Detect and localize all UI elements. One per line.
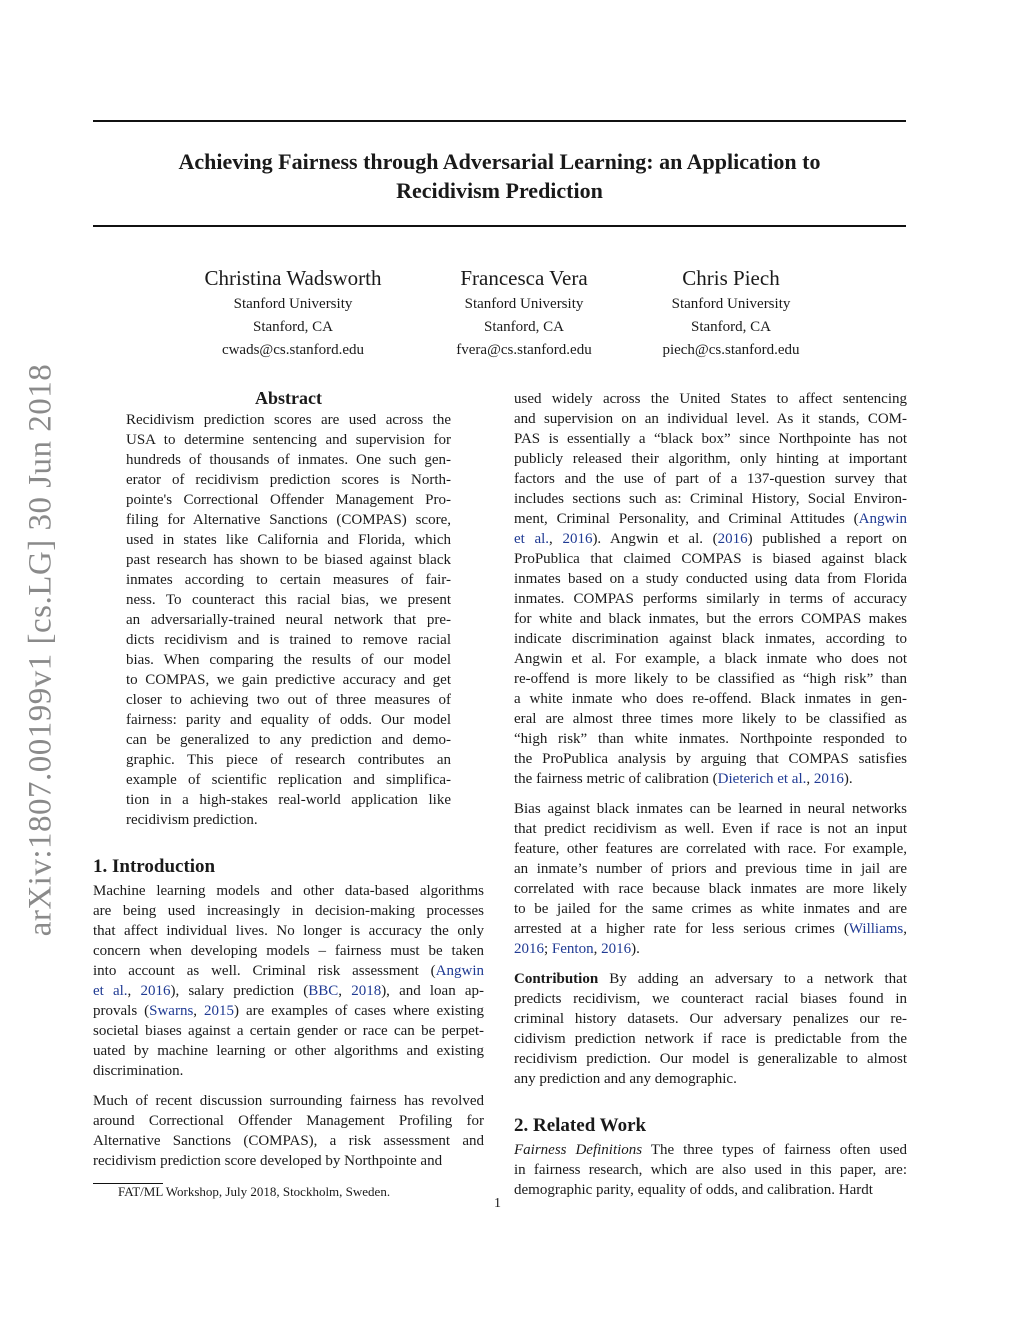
text-run: Machine learning models and other data-based algorithms: [93, 883, 484, 899]
text-line: Recidivism prediction scores are used across the: [126, 412, 451, 428]
text-line: [514, 1009, 907, 1029]
text-run: ) published a report on: [747, 531, 907, 547]
text-run: discrimination.: [93, 1063, 184, 1079]
text-line: [93, 901, 484, 921]
citation-link[interactable]: et al.: [93, 983, 128, 999]
citation-link[interactable]: Angwin: [435, 963, 484, 979]
text-line: ness. To counteract this racial bias, we present: [126, 592, 451, 608]
citation-link[interactable]: 2016: [514, 941, 544, 957]
author-affiliation: Stanford University: [233, 296, 353, 312]
text-line: [514, 1069, 907, 1089]
text-run: that affect individual lives. No longer is accuracy the only: [93, 923, 484, 939]
text-run: ).: [843, 771, 853, 787]
text-line: [514, 609, 907, 629]
text-run: ).: [631, 941, 640, 957]
author-affiliation: Stanford University: [671, 296, 791, 312]
text-line: closer to achieving two out of three measures of: [126, 692, 451, 708]
text-line: graphic. This piece of research contributes an: [126, 752, 451, 768]
text-line: bias. When comparing the results of our model: [126, 652, 451, 668]
citation-link[interactable]: Swarns: [149, 1003, 194, 1019]
text-line: fairness: parity and equality of odds. Our model: [126, 712, 451, 728]
text-line: filing for Alternative Sanctions (COMPAS) score,: [126, 512, 451, 528]
text-line: to COMPAS, we gain predictive accuracy and get: [126, 672, 451, 688]
right-column-paragraph-1: [514, 389, 907, 789]
author-name: Christina Wadsworth: [204, 266, 382, 290]
text-run: PAS is essentially a “black box” since Northpointe has not: [514, 431, 907, 447]
related-work-heading: 2. Related Work: [514, 1115, 647, 1136]
text-run: “high risk” than white inmates. Northpointe responded to: [514, 731, 907, 747]
text-line: [514, 449, 907, 469]
text-run: Angwin et al. For example, a black inmate who does not: [514, 651, 907, 667]
text-run: publicly released their algorithm, only hinting at important: [514, 451, 907, 467]
text-line: [514, 509, 907, 529]
text-run: recidivism prediction score developed by Northpointe and: [93, 1153, 443, 1169]
text-run: Bias against black inmates can be learned in neural networks: [514, 801, 907, 817]
citation-link[interactable]: 2016: [140, 983, 171, 999]
text-run: criminal history datasets. Our adversary penalizes our re-: [514, 1011, 907, 1027]
text-line: [93, 1111, 484, 1131]
citation-link[interactable]: 2016: [601, 941, 632, 957]
citation-link[interactable]: et al.: [514, 531, 550, 547]
text-run: inmates based on a study conducted using data from Florida: [514, 571, 907, 587]
text-line: inmates according to certain measures of fair-: [126, 572, 451, 588]
introduction-heading: 1. Introduction: [93, 856, 216, 877]
text-line: pointe's Correctional Offender Management Pro-: [126, 492, 451, 508]
text-run: ,: [193, 1003, 205, 1019]
text-line: erator of recidivism prediction scores is North-: [126, 472, 451, 488]
text-run: ,: [806, 771, 814, 787]
text-run: for white and black inmates, but the errors COMPAS makes: [514, 611, 907, 627]
text-line: [514, 939, 907, 959]
text-line: USA to determine sentencing and supervision for: [126, 432, 451, 448]
arxiv-identifier-stamp: arXiv:1807.00199v1 [cs.LG] 30 Jun 2018: [22, 363, 59, 937]
citation-link[interactable]: Angwin: [858, 511, 907, 527]
text-run: societal biases against a certain gender or race can be perpet-: [93, 1023, 484, 1039]
text-run: arrested at a higher rate for less serious crimes (: [514, 921, 849, 937]
text-run: demographic parity, equality of odds, and calibration. Hardt: [514, 1182, 873, 1198]
text-line: [514, 709, 907, 729]
title-bottom-rule: [93, 225, 906, 227]
right-column-paragraph-2: [514, 799, 907, 959]
text-line: used in states like California and Florida, which: [126, 532, 451, 548]
text-line: [93, 1061, 484, 1081]
text-run: ), salary prediction (: [170, 983, 309, 999]
text-line: [514, 879, 907, 899]
citation-link[interactable]: Williams: [848, 921, 904, 937]
text-run: Much of recent discussion surrounding fairness has revolved: [93, 1093, 484, 1109]
text-run: ;: [544, 941, 552, 957]
text-run: inmates. COMPAS performs similarly in terms of accuracy: [514, 591, 907, 607]
citation-link[interactable]: 2016: [717, 531, 748, 547]
text-line: [514, 549, 907, 569]
text-line: [93, 1001, 484, 1021]
text-line: [514, 1049, 907, 1069]
text-run: predicts recidivism, we counteract racial biases found in: [514, 991, 907, 1007]
paper-title-line-1: Achieving Fairness through Adversarial Learning: an Application to: [178, 149, 821, 174]
text-line: [514, 429, 907, 449]
text-run: ). Angwin et al. (: [592, 531, 718, 547]
author-block-3: [641, 265, 821, 362]
text-line: [514, 1140, 907, 1160]
author-name: Francesca Vera: [460, 266, 588, 290]
text-line: recidivism prediction.: [126, 812, 258, 828]
text-run: includes sections such as: Criminal History, Social Environ-: [514, 491, 907, 507]
text-run: around Correctional Offender Management Profiling for: [93, 1113, 484, 1129]
paper-title: [93, 147, 906, 205]
author-location: Stanford, CA: [253, 319, 333, 335]
text-line: can be generalized to any prediction and demo-: [126, 732, 451, 748]
text-line: [514, 919, 907, 939]
text-run: ), and loan ap-: [381, 983, 485, 999]
text-line: [514, 859, 907, 879]
text-run: uated by machine learning or other algorithms and existing: [93, 1043, 484, 1059]
text-run: concern when developing models – fairness must be taken: [93, 943, 484, 959]
text-line: [93, 1041, 484, 1061]
text-line: [93, 1021, 484, 1041]
introduction-paragraph-2: [93, 1091, 484, 1171]
text-run: feature, other features are correlated with race. For example,: [514, 841, 907, 857]
text-run: the ProPublica analysis by arguing that COMPAS satisfies: [514, 751, 907, 767]
text-line: tion in a high-stakes real-world application like: [126, 792, 451, 808]
text-run: ment, Criminal Personality, and Criminal Attitudes (: [514, 511, 859, 527]
text-run: factors and the use of part of a 137-question survey that: [514, 471, 907, 487]
text-line: example of scientific replication and simplifica-: [126, 772, 451, 788]
text-line: [514, 729, 907, 749]
introduction-paragraph-1: [93, 881, 484, 1081]
text-line: hundreds of thousands of inmates. One such gen-: [126, 452, 451, 468]
text-line: [514, 629, 907, 649]
citation-link[interactable]: 2015: [204, 1003, 235, 1019]
text-run: an inmate’s number of priors and previous time in jail are: [514, 861, 907, 877]
text-line: [514, 689, 907, 709]
page-number: 1: [494, 1196, 501, 1211]
text-line: [93, 981, 484, 1001]
text-line: [514, 799, 907, 819]
author-name: Chris Piech: [682, 266, 780, 290]
text-run: a white inmate who does re-offend. Black inmates in gen-: [514, 691, 907, 707]
text-run: into account as well. Criminal risk assessment (: [93, 963, 436, 979]
text-run: indicate discrimination against black inmates, according to: [514, 631, 907, 647]
text-run: ,: [127, 983, 141, 999]
related-work-paragraph: [514, 1140, 907, 1200]
citation-link[interactable]: 2018: [351, 983, 382, 999]
text-line: [93, 941, 484, 961]
text-run: the fairness metric of calibration (: [514, 771, 718, 787]
text-line: [514, 669, 907, 689]
text-run: re-offend is more likely to be classified as “high risk” than: [514, 671, 907, 687]
text-line: [514, 769, 907, 789]
footnote: FAT/ML Workshop, July 2018, Stockholm, Sweden.: [118, 1184, 391, 1199]
text-line: [514, 409, 907, 429]
text-line: [514, 749, 907, 769]
text-line: [514, 1029, 907, 1049]
text-run: any prediction and any demographic.: [514, 1071, 737, 1087]
text-run: correlated with race because black inmates are more likely: [514, 881, 907, 897]
text-line: [514, 489, 907, 509]
author-email: fvera@cs.stanford.edu: [456, 342, 592, 358]
citation-link[interactable]: 2016: [562, 531, 593, 547]
text-line: an adversarially-trained neural network that pre-: [126, 612, 451, 628]
text-run: The three types of fairness often used: [642, 1142, 907, 1158]
text-line: [93, 1131, 484, 1151]
abstract-body: [126, 410, 451, 830]
text-line: [514, 469, 907, 489]
citation-link[interactable]: 2016: [813, 771, 844, 787]
citation-link[interactable]: Fenton: [551, 941, 594, 957]
text-line: [514, 589, 907, 609]
text-line: [514, 819, 907, 839]
author-affiliation: Stanford University: [464, 296, 584, 312]
text-run: By adding an adversary to a network that: [598, 971, 907, 987]
citation-link[interactable]: BBC: [308, 983, 339, 999]
text-line: [93, 961, 484, 981]
abstract-heading: Abstract: [255, 388, 322, 408]
text-run: to be jailed for the same crimes as white inmates and are: [514, 901, 907, 917]
text-line: [514, 839, 907, 859]
text-line: [514, 389, 907, 409]
text-run: that predict recidivism as well. Even if race is not an input: [514, 821, 907, 837]
text-line: [93, 881, 484, 901]
text-line: dicts recidivism and is trained to remove racial: [126, 632, 451, 648]
text-run: cidivism prediction network if race is predictable from the: [514, 1031, 907, 1047]
text-line: [514, 569, 907, 589]
contribution-paragraph: [514, 969, 907, 1089]
text-line: [93, 1151, 484, 1171]
text-run: provals (: [93, 1003, 150, 1019]
text-run: ProPublica that claimed COMPAS is biased against black: [514, 551, 907, 567]
text-line: [514, 969, 907, 989]
author-email: cwads@cs.stanford.edu: [221, 342, 365, 358]
text-line: [514, 989, 907, 1009]
text-line: [514, 899, 907, 919]
paragraph-lead-in: Contribution: [514, 971, 599, 987]
text-line: [93, 1091, 484, 1111]
text-line: [514, 1160, 907, 1180]
citation-link[interactable]: Dieterich et al.: [717, 771, 807, 787]
text-run: ) are examples of cases where existing: [234, 1003, 485, 1019]
text-run: ,: [903, 921, 907, 937]
text-line: [514, 649, 907, 669]
author-location: Stanford, CA: [484, 319, 564, 335]
paragraph-lead-in: Fairness Definitions: [514, 1142, 643, 1158]
title-top-rule: [93, 120, 906, 122]
text-run: recidivism prediction. Our model is generalizable to almost: [514, 1051, 907, 1067]
text-run: and supervision on an individual level. As it stands, COM-: [514, 411, 907, 427]
author-block-2: [424, 265, 624, 362]
text-line: past research has shown to be biased against black: [126, 552, 451, 568]
author-location: Stanford, CA: [691, 319, 771, 335]
text-line: [93, 921, 484, 941]
text-run: ,: [549, 531, 563, 547]
author-block-1: [173, 265, 413, 362]
paper-title-line-2: Recidivism Prediction: [396, 178, 603, 203]
author-email: piech@cs.stanford.edu: [662, 342, 800, 358]
text-line: [514, 529, 907, 549]
text-run: ,: [338, 983, 352, 999]
text-run: are being used increasingly in decision-making processes: [93, 903, 484, 919]
text-run: eral are almost three times more likely to be classified as: [514, 711, 907, 727]
text-line: [514, 1180, 907, 1200]
text-run: ,: [593, 941, 602, 957]
text-run: in fairness research, which are also used in this paper, are:: [514, 1162, 907, 1178]
text-run: used widely across the United States to affect sentencing: [514, 391, 907, 407]
text-run: Alternative Sanctions (COMPAS), a risk assessment and: [93, 1133, 484, 1149]
